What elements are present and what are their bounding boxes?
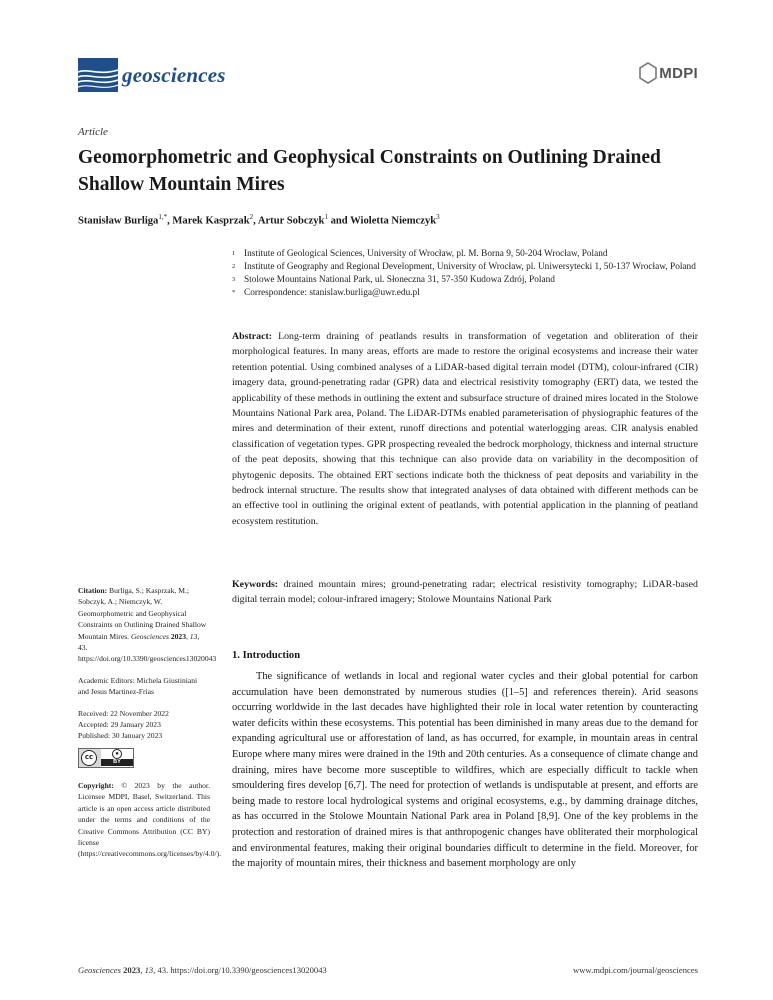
page-header bbox=[78, 58, 698, 98]
abstract-label: Abstract: bbox=[232, 331, 273, 342]
person-icon: ● bbox=[112, 749, 122, 759]
footer-year: 2023 bbox=[123, 965, 141, 975]
copyright-text: © 2023 by the author. Licensee MDPI, Basel, Switzerland. This article is an open access article distributed under the terms and conditions of the Creative Commons Attribution (CC BY) license (https://creativecommons.org/licenses/by/4.0/). bbox=[78, 780, 222, 859]
academic-editors bbox=[78, 675, 210, 698]
editors-label: Academic Editors: bbox=[78, 675, 135, 685]
mdpi-hexagon-icon bbox=[639, 62, 657, 84]
footer-journal-url[interactable]: www.mdpi.com/journal/geosciences bbox=[573, 965, 698, 975]
by-label: BY bbox=[101, 759, 133, 766]
journal-logo[interactable] bbox=[78, 58, 226, 92]
citation-text: Burliga, S.; Kasprzak, M.; Sobczyk, A.; Niemczyk, W. Geomorphometric and Geophysical Constraints on Outlining Drained Shallow Mountain Mires. bbox=[78, 586, 207, 641]
received-date: Received: 22 November 2022 bbox=[78, 708, 169, 718]
citation-volume: 13 bbox=[189, 631, 198, 641]
author-name: Artur Sobczyk bbox=[257, 215, 325, 227]
affiliation-number: 3 bbox=[232, 276, 236, 283]
intro-paragraph: The significance of wetlands in local and regional water cycles and their global potential for carbon accumulation have been demonstrated by numerous studies ([1–5] and references therein). Arid seasons occurring worldwide in the last decades have highlighted their role in local water retention by counteracting water deficits within these ecosystems. This potential has been diminished in many areas due to the demand for expanding agricultural use or afforestation of land, as has occurred, for example, in mountain areas in central Europe where many mires were drained in the 19th and 20th centuries. As a consequence of climate change and draining, mires have become more susceptible to wildfires, which are especially difficult to tackle when smouldering fires develop [6,7]. The need for protection of wetlands is undisputable at present, and efforts are being made to restore local hydrological systems and original ecosystems, e.g., by damming drainage ditches, as has occurred in the Stolowe Mountain National Park area in Poland [8,9]. One of the key problems in the protection and restoration of drained mires is that anthropogenic changes have obliterated their morphological and environmental features, making their original boundaries difficult to determine in the field. Moreover, for the majority of mountain mires, their thickness and basement morphology are only bbox=[232, 671, 698, 870]
author-list bbox=[78, 213, 440, 227]
journal-name: geosciences bbox=[122, 62, 226, 87]
affiliation-text: Stolowe Mountains National Park, ul. Słoneczna 31, 57-350 Kudowa Zdrój, Poland bbox=[244, 275, 555, 285]
author-affiliation-mark: 1,* bbox=[158, 213, 168, 221]
section-heading: 1. Introduction bbox=[232, 650, 301, 661]
author-name: Marek Kasprzak bbox=[172, 215, 250, 227]
affiliation-item bbox=[232, 248, 702, 261]
cc-by-license-badge[interactable] bbox=[78, 748, 134, 768]
citation-doi[interactable]: , 43. https://doi.org/10.3390/geosciences13020043 bbox=[78, 631, 217, 664]
publisher-logo[interactable] bbox=[639, 62, 698, 84]
affiliation-number: 2 bbox=[232, 263, 236, 270]
affiliation-item bbox=[232, 261, 702, 274]
abstract bbox=[232, 329, 698, 529]
keywords-label: Keywords: bbox=[232, 579, 279, 590]
author-separator: and bbox=[327, 215, 351, 227]
affiliation-text: Institute of Geography and Regional Development, University of Wrocław, pl. Uniwersytecki 1, 50-137 Wrocław, Poland bbox=[244, 262, 696, 272]
copyright-notice bbox=[78, 780, 222, 860]
journal-wave-icon bbox=[78, 58, 118, 92]
publisher-name: MDPI bbox=[659, 64, 698, 82]
author-affiliation-mark: 1 bbox=[324, 213, 328, 221]
copyright-label: Copyright: bbox=[78, 780, 114, 790]
citation-journal: Geosciences bbox=[130, 631, 169, 641]
correspondence-item bbox=[232, 287, 702, 300]
correspondence-text[interactable]: Correspondence: stanislaw.burliga@uwr.edu.pl bbox=[244, 288, 420, 298]
published-date: Published: 30 January 2023 bbox=[78, 731, 163, 741]
article-title: Geomorphometric and Geophysical Constraints on Outlining Drained Shallow Mountain Mires bbox=[78, 147, 661, 195]
attribution-badge bbox=[101, 749, 133, 767]
keywords-text: drained mountain mires; ground-penetrating radar; electrical resistivity tomography; LiDAR-based digital terrain model; colour-infrared imagery; Stolowe Mountains National Park bbox=[232, 579, 698, 606]
creative-commons-icon: cc bbox=[81, 750, 97, 766]
author-affiliation-mark: 3 bbox=[436, 213, 440, 221]
affiliation-item bbox=[232, 274, 702, 287]
keywords bbox=[232, 577, 698, 608]
author-separator: , bbox=[167, 215, 173, 227]
accepted-date: Accepted: 29 January 2023 bbox=[78, 720, 161, 730]
footer-doi[interactable]: , 43. https://doi.org/10.3390/geosciences13020043 bbox=[153, 965, 327, 975]
footer-journal: Geosciences bbox=[78, 965, 121, 975]
affiliations bbox=[232, 248, 702, 300]
footer-volume: 13 bbox=[144, 965, 154, 975]
affiliation-number: 1 bbox=[232, 250, 236, 257]
footer-citation: Geosciences 2023, 13, 43. https://doi.org/10.3390/geosciences13020043 bbox=[78, 965, 327, 975]
article-sidebar bbox=[78, 585, 222, 870]
editors-text: Michela Giustiniani and Jesus Martinez-Frias bbox=[78, 675, 198, 697]
citation-year: 2023 bbox=[170, 631, 186, 641]
author-name: Wioletta Niemczyk bbox=[350, 215, 437, 227]
abstract-text: Long-term draining of peatlands results in transformation of vegetation and obliteration of their morphological features. In many areas, efforts are made to restore the original ecosystems and increase their water retention potential. Using combined analyses of a LiDAR-based digital terrain model (DTM), colour-infrared (CIR) imagery data, ground-penetrating radar (GPR) data and electrical resistivity tomography (ERT) data, we tested the applicability of these methods in outlining the extent and subsurface structure of drained mires located in the Stolowe Mountains National Park area, Poland. The LiDAR-DTMs enabled parameterisation of physiographic features of the mires and determination of their extent, runoff directions and potential waterlogging areas. CIR analysis enabled classification of vegetation types. GPR prospecting revealed the bedrock morphology, thickness and internal structure of the peat deposits, showing that this technique can also provide data on variability in the decomposition of phytogenic deposits. The obtained ERT sections indicate both the thickness of peat deposits and variability in the bedrock internal structure. The results show that integrated analyses of data obtained with different methods can be an effective tool in outlining the original extent of peatlands, with potential application in the planning of peatland ecosystem restitution. bbox=[232, 331, 699, 527]
author-affiliation-mark: 2 bbox=[249, 213, 254, 221]
citation-label: Citation: bbox=[78, 586, 108, 595]
author-name: Stanisław Burliga bbox=[78, 215, 159, 227]
citation-block: Citation: Burliga, S.; Kasprzak, M.; Sobczyk, A.; Niemczyk, W. Geomorphometric and Geophysical Constraints on Outlining Drained Shallow Mountain Mires. Geosciences 2023, 13, 43. https://doi.org/10.3390/geosciences13020043 bbox=[78, 586, 217, 664]
affiliation-text: Institute of Geological Sciences, University of Wrocław, pl. M. Borna 9, 50-204 Wrocław, Poland bbox=[244, 249, 608, 259]
article-type: Article bbox=[78, 126, 108, 138]
affiliation-number: * bbox=[232, 289, 236, 296]
author-separator: , bbox=[253, 215, 258, 227]
